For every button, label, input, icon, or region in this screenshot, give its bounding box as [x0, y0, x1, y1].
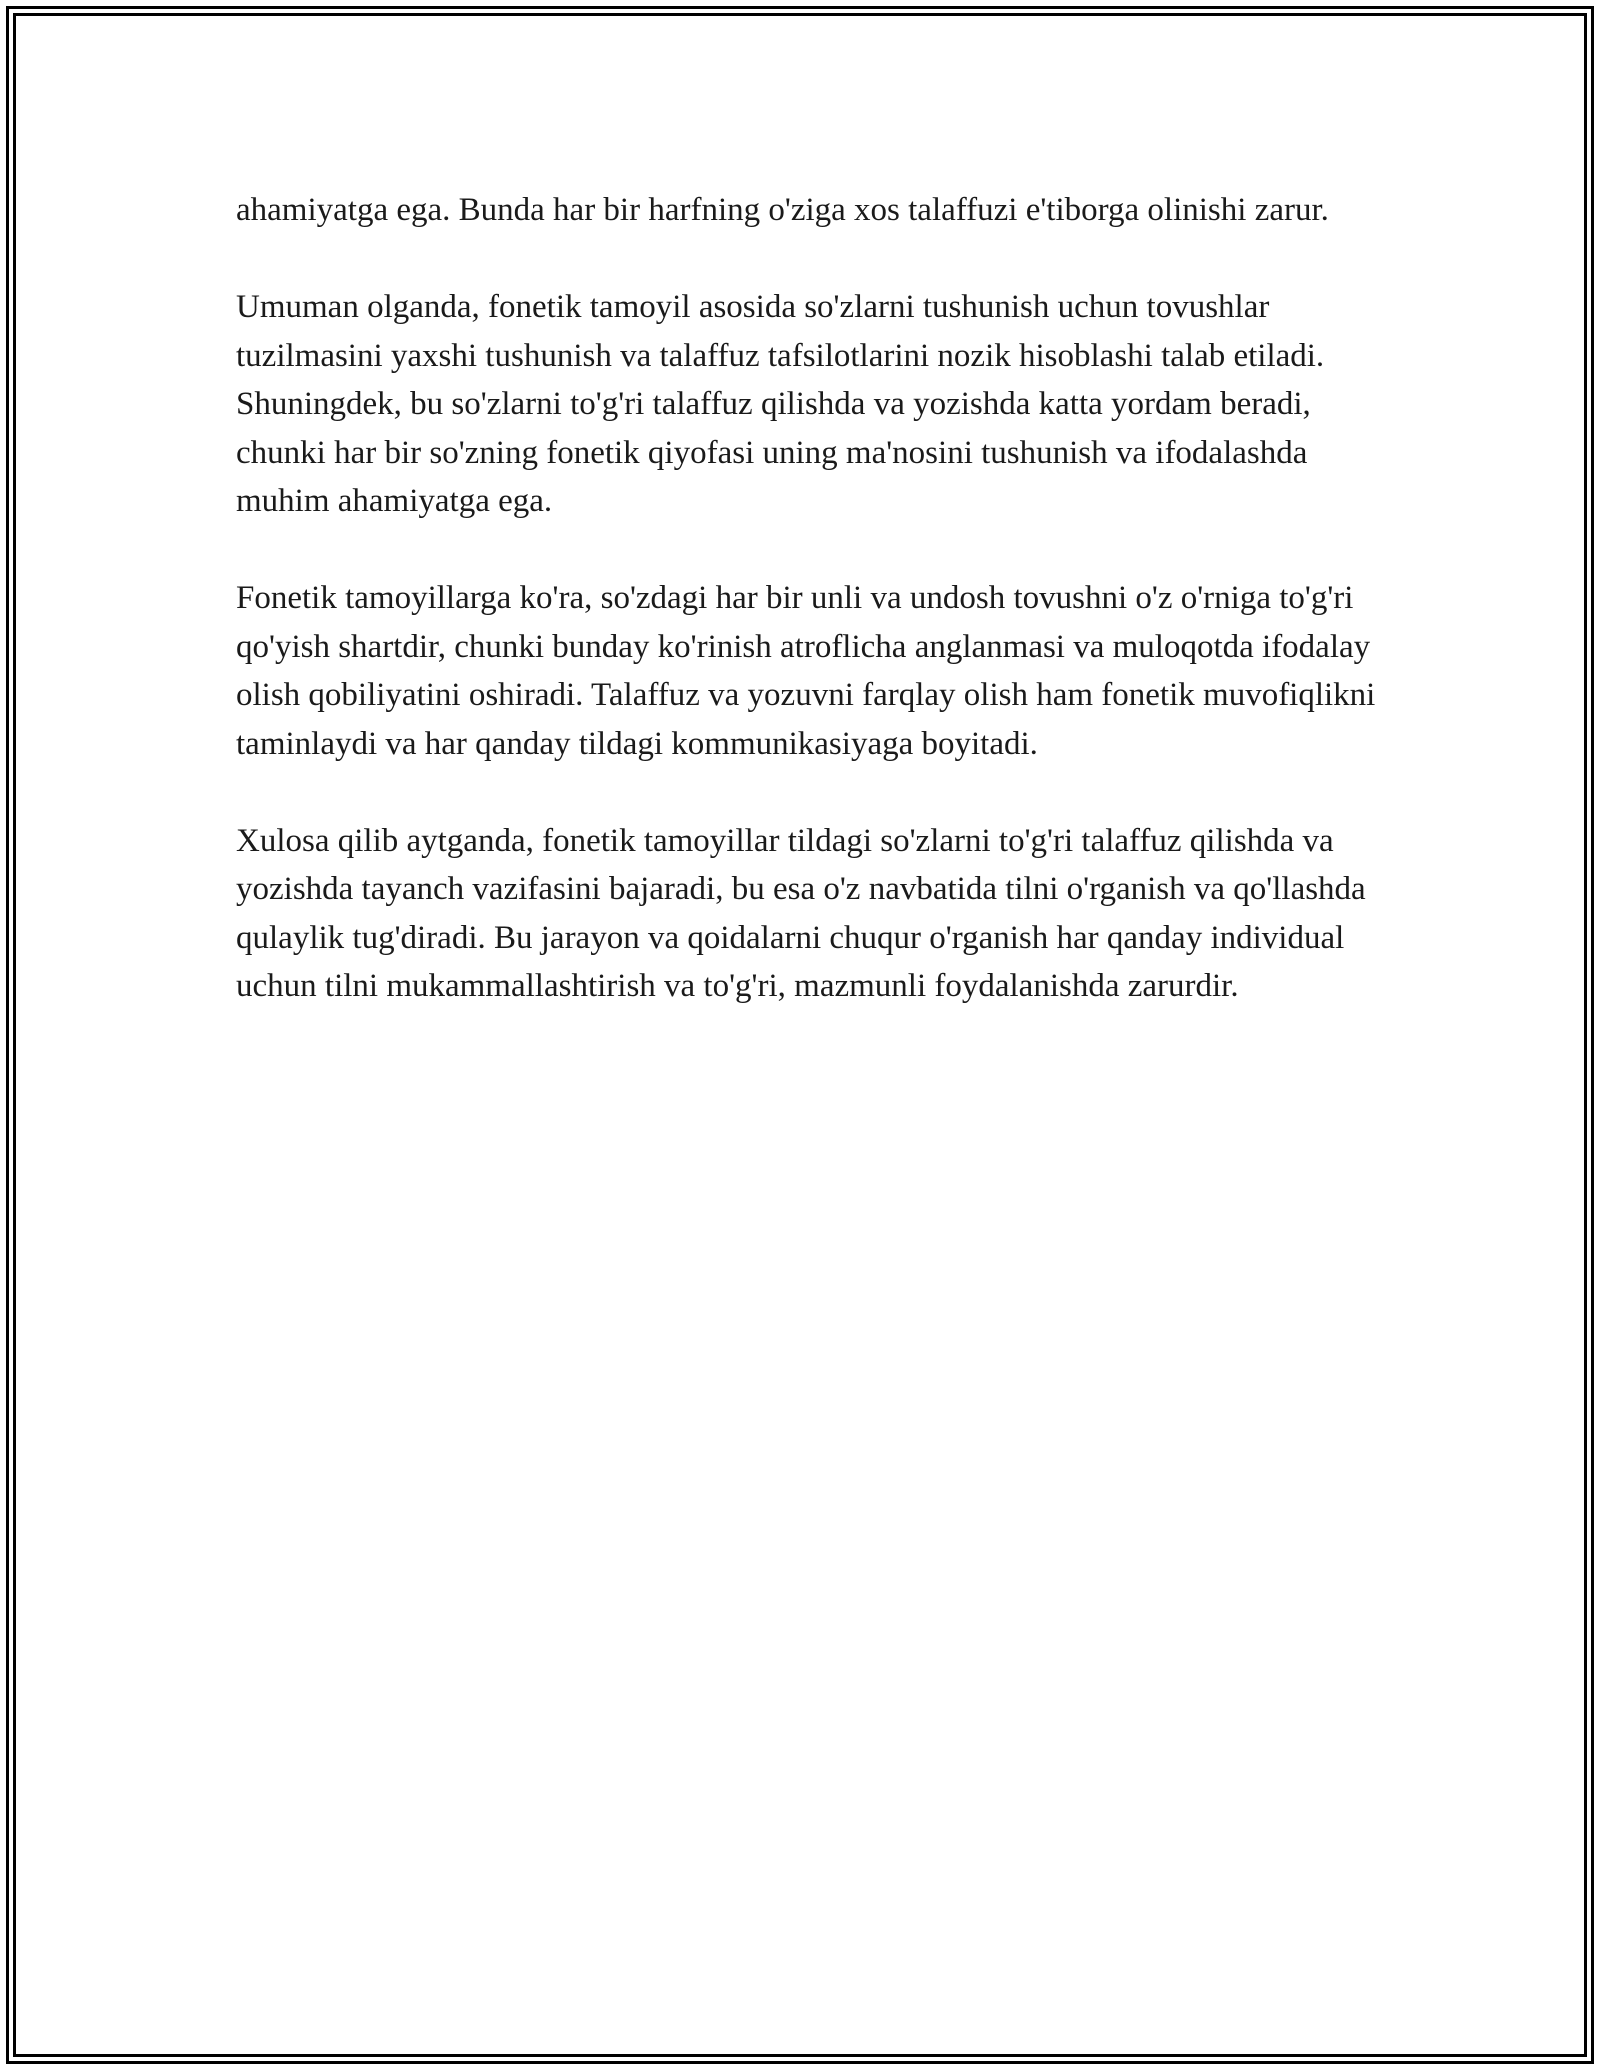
document-body: [236, 186, 1376, 1011]
paragraph-4: Xulosa qilib aytganda, fonetik tamoyillar tildagi so'zlarni to'g'ri talaffuz qilishda va yozishda tayanch vazifasini bajaradi, bu esa o'z navbatida tilni o'rganish va qo'llashda qulaylik tug'diradi. Bu jarayon va qoidalarni chuqur o'rganish har qanday individual uchun tilni mukammallashtirish va to'g'ri, mazmunli foydalanishda zarurdir.: [236, 822, 1366, 1004]
paragraph-3: Fonetik tamoyillarga ko'ra, so'zdagi har bir unli va undosh tovushni o'z o'rniga to'g'ri qo'yish shartdir, chunki bunday ko'rinish atroflicha anglanmasi va muloqotda ifodalay olish qobiliyatini oshiradi. Talaffuz va yozuvni farqlay olish ham fonetik muvofiqlikni taminlaydi va har qanday tildagi kommunikasiyaga boyitadi.: [236, 580, 1376, 762]
paragraph-1: ahamiyatga ega. Bunda har bir harfning o'ziga xos talaffuzi e'tiborga olinishi zarur.: [236, 192, 1329, 228]
paragraph-2: Umuman olganda, fonetik tamoyil asosida so'zlarni tushunish uchun tovushlar tuzilmasini yaxshi tushunish va talaffuz tafsilotlarini nozik hisoblashi talab etiladi. Shuningdek, bu so'zlarni to'g'ri talaffuz qilishda va yozishda katta yordam beradi, chunki har bir so'zning fonetik qiyofasi uning ma'nosini tushunish va ifodalashda muhim ahamiyatga ega.: [236, 289, 1325, 519]
